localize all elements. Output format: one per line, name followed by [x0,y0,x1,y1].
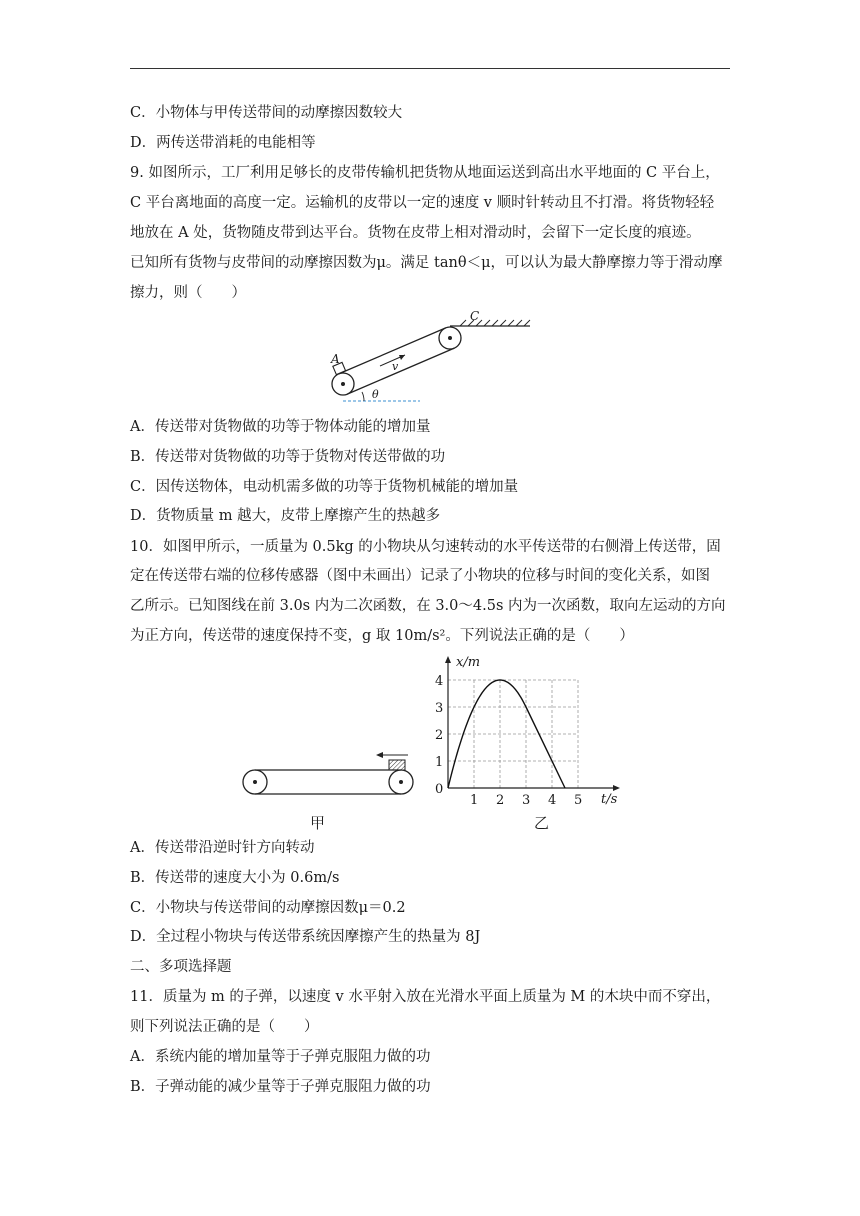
x-axis-arrow [613,785,620,791]
question-9-line-4: 已知所有货物与皮带间的动摩擦因数为μ。满足 tanθ＜μ，可以认为最大静摩擦力等于滑动摩 [130,255,723,271]
option-9c: C．因传送物体，电动机需多做的功等于货物机械能的增加量 [130,479,519,495]
xt-chart [420,650,630,835]
question-10-line-1: 10．如图甲所示，一质量为 0.5kg 的小物块从匀速转动的水平传送带的右侧滑上传送带，固 [130,539,721,555]
question-9-line-1: 9. 如图所示，工厂利用足够长的皮带传输机把货物从地面运送到高出水平地面的 C 平台上， [130,165,720,181]
question-9-line-5: 擦力，则（ ） [130,285,246,301]
y-tick-label: 2 [435,728,444,743]
x-tick-label: 3 [522,793,531,808]
option-10c: C．小物块与传送带间的动摩擦因数μ＝0.2 [130,900,406,916]
option-9b: B．传送带对货物做的功等于货物对传送带做的功 [130,449,446,465]
y-tick-label: 4 [435,674,444,689]
option-8c: C．小物体与甲传送带间的动摩擦因数较大 [130,105,403,121]
x-axis-label: t/s [601,792,618,807]
label-v: v [392,360,399,373]
horizontal-belt-figure [238,750,418,835]
caption-jia: 甲 [310,814,326,832]
y-tick-label: 3 [435,701,444,716]
question-10-line-3: 乙所示。已知图线在前 3.0s 内为二次函数，在 3.0～4.5s 内为一次函数，取向左运动的方向 [130,598,726,614]
question-9-line-2: C 平台离地面的高度一定。运输机的皮带以一定的速度 v 顺时针转动且不打滑。将货物轻轻 [130,195,715,211]
label-theta: θ [372,388,379,401]
conveyor-incline-figure [320,308,540,408]
option-10b: B．传送带的速度大小为 0.6m/s [130,870,340,886]
x-tick-label: 4 [548,793,557,808]
label-a: A [331,352,340,366]
y-tick-label: 1 [435,755,444,770]
option-10d: D．全过程小物块与传送带系统因摩擦产生的热量为 8J [130,929,481,945]
question-10-line-2: 定在传送带右端的位移传感器（图中未画出）记录了小物块的位移与时间的变化关系，如图 [130,568,710,584]
question-9-line-3: 地放在 A 处，货物随皮带到达平台。货物在皮带上相对滑动时，会留下一定长度的痕迹。 [130,225,701,241]
label-c: C [470,309,480,323]
question-11-line-1: 11．质量为 m 的子弹，以速度 v 水平射入放在光滑水平面上质量为 M 的木块中而不穿出， [130,989,721,1005]
option-9d: D．货物质量 m 越大，皮带上摩擦产生的热越多 [130,508,441,524]
caption-yi: 乙 [534,814,550,832]
option-11a: A．系统内能的增加量等于子弹克服阻力做的功 [130,1049,431,1065]
question-10-line-4: 为正方向，传送带的速度保持不变，g 取 10m/s²。下列说法正确的是（ ） [130,628,634,644]
x-tick-label: 2 [496,793,505,808]
option-11b: B．子弹动能的减少量等于子弹克服阻力做的功 [130,1079,431,1095]
x-tick-label: 1 [470,793,479,808]
x-tick-label: 5 [574,793,583,808]
y-axis-arrow [445,656,451,663]
option-8d: D．两传送带消耗的电能相等 [130,135,316,151]
header-rule [130,68,730,69]
option-10a: A．传送带沿逆时针方向转动 [130,840,315,856]
option-9a: A．传送带对货物做的功等于物体动能的增加量 [130,419,431,435]
origin-label: 0 [435,782,444,797]
section-heading-multiple-choice: 二、多项选择题 [130,959,232,975]
y-axis-label: x/m [456,655,481,670]
question-11-line-2: 则下列说法正确的是（ ） [130,1019,319,1035]
